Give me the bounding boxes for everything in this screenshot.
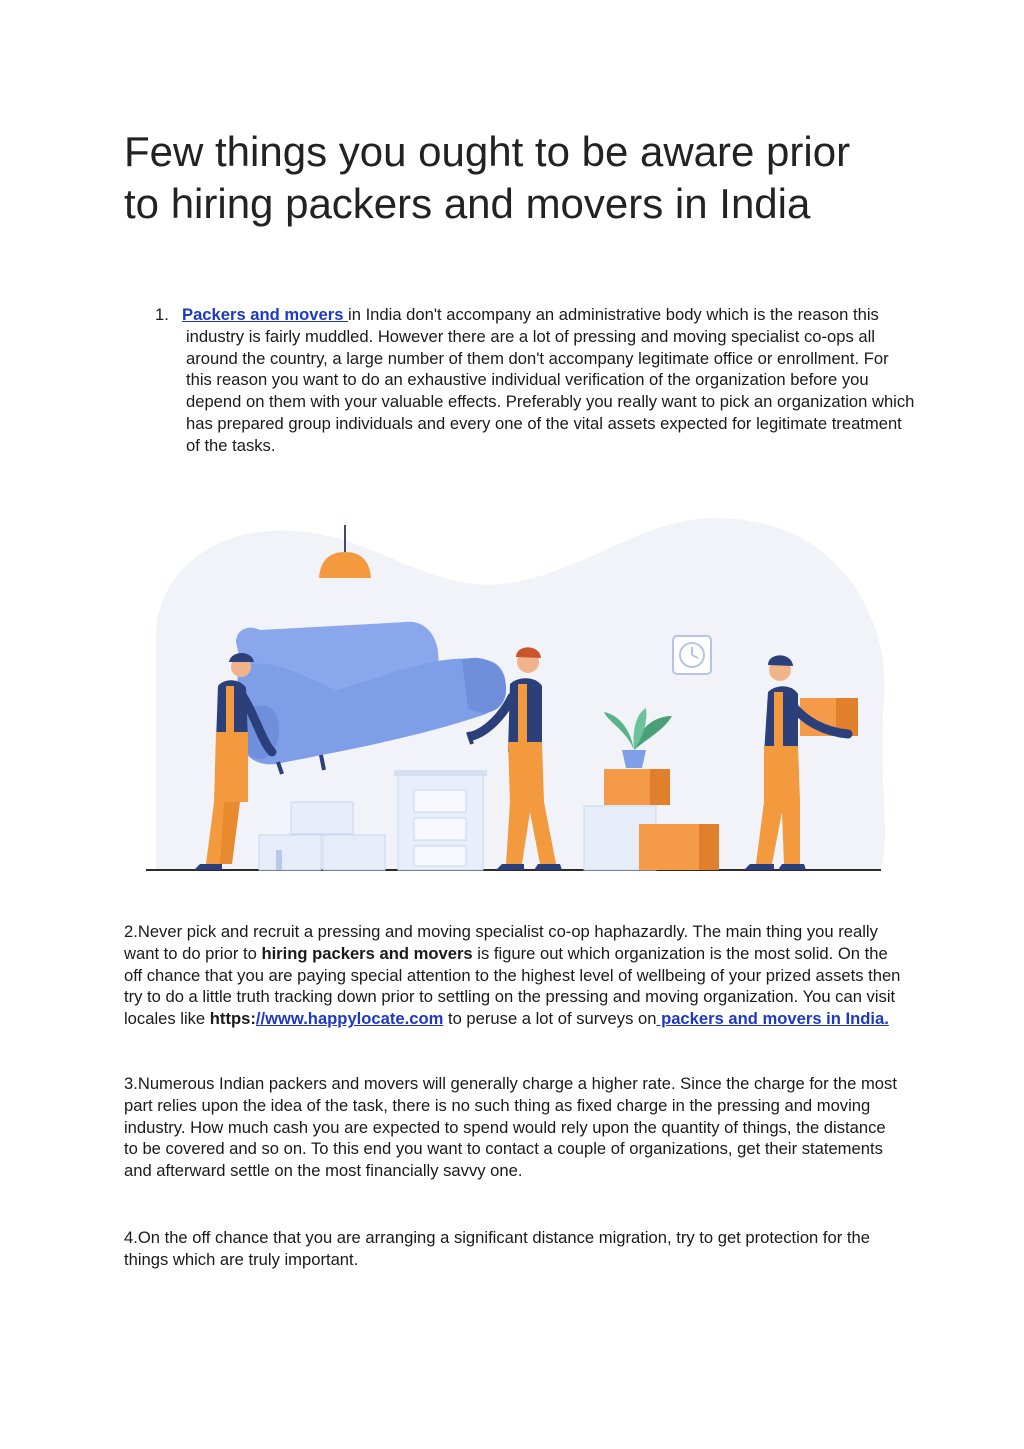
para2-text-1: 2.Never pick and recruit a pressing and moving specialist co-op haphazardly. The main thing you really want to do prior to [124, 922, 878, 963]
paragraph-2 [124, 921, 904, 1030]
title-line-1: Few things you ought to be aware prior [124, 128, 851, 175]
packers-and-movers-link[interactable]: Packers and movers [182, 305, 349, 324]
drawer-cabinet [394, 770, 487, 870]
url-prefix: https: [209, 1009, 256, 1029]
para2-bold: hiring packers and movers [261, 943, 473, 963]
title-line-2: to hiring packers and movers in India [124, 180, 811, 227]
item1-body: in India don't accompany an administrative body which is the reason this industry is fairly muddled. However there are a lot of pressing and moving specialist co-ops all around the country, a large number of them don't accompany legitimate office or enrollment. For this reason you want to do an exhaustive individual verification of the organization before you depend on them with your valuable effects. Preferably you really want to pick an organization which has prepared group individuals and every one of the vital assets expected for legitimate treatment of the tasks. [186, 305, 915, 455]
paragraph-4: 4.On the off chance that you are arranging a significant distance migration, try to get protection for the things which are truly important. [124, 1228, 870, 1269]
para2-text-2: is figure out which organization is the most solid. On the off chance that you are paying special attention to the highest level of wellbeing of your prized assets then try to do a little truth tracking down prior to settling on the pressing and moving organization. You can visit locales like [124, 943, 901, 1029]
list-item-text [182, 304, 915, 457]
packers-movers-india-link[interactable]: packers and movers in India. [656, 1009, 889, 1029]
para2-text-3: to peruse a lot of surveys on [443, 1009, 657, 1029]
list-item-1 [155, 304, 915, 457]
list-number: 1. [155, 305, 169, 324]
paragraph-3: 3.Numerous Indian packers and movers will generally charge a higher rate. Since the charge for the most part relies upon the idea of the task, there is no such thing as fixed charge in the pressing and moving industry. How much cash you are expected to spend would rely upon the quantity of things, the distance to be covered and so on. To this end you want to contact a couple of organizations, get their statements and afterward settle on the most financially savvy one. [124, 1074, 897, 1181]
clock-icon [673, 636, 711, 674]
movers-illustration [136, 502, 900, 877]
happylocate-link[interactable]: //www.happylocate.com [255, 1009, 444, 1029]
page-title [124, 126, 944, 230]
